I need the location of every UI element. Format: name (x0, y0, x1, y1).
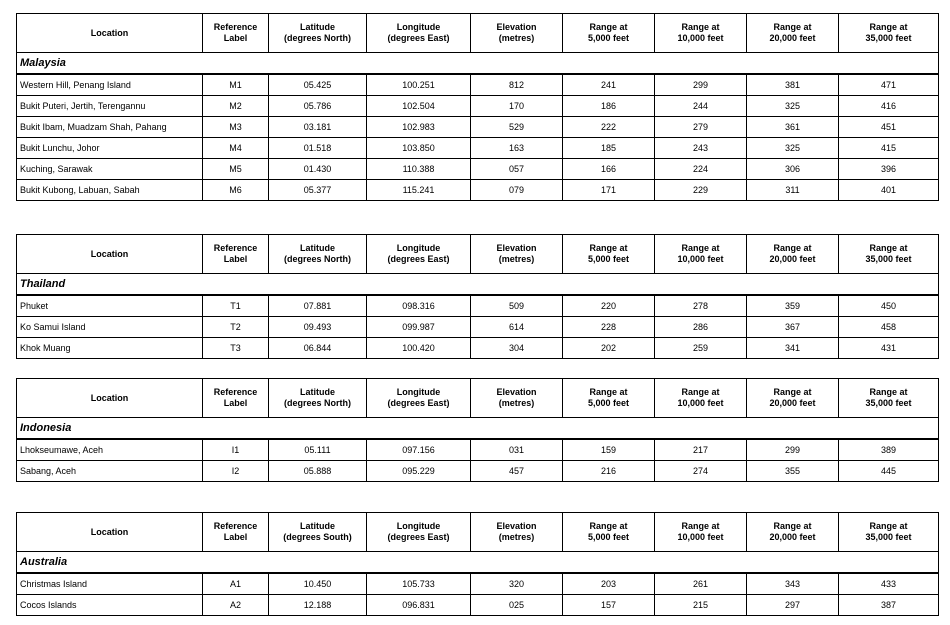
value-cell: 396 (839, 159, 939, 180)
column-header (269, 14, 367, 53)
column-header-line: Reference (213, 521, 258, 531)
value-cell: 157 (563, 595, 655, 616)
value-cell: M5 (203, 159, 269, 180)
value-cell: 529 (471, 117, 563, 138)
value-cell: 222 (563, 117, 655, 138)
value-cell: 458 (839, 317, 939, 338)
column-header-line: Location (90, 392, 129, 403)
value-cell: A1 (203, 573, 269, 595)
column-header-line: Range at (589, 387, 628, 397)
column-header-line: Range at (589, 22, 628, 32)
column-header-line: 35,000 feet (865, 254, 912, 264)
column-header (471, 513, 563, 552)
column-header-line: Label (223, 33, 248, 43)
value-cell: 274 (655, 461, 747, 482)
value-cell: 05.888 (269, 461, 367, 482)
location-cell: Lhokseumawe, Aceh (17, 439, 203, 461)
value-cell: 509 (471, 295, 563, 317)
column-header (367, 379, 471, 418)
table-header-row (17, 14, 939, 53)
value-cell: 05.377 (269, 180, 367, 201)
value-cell: 170 (471, 96, 563, 117)
column-header (17, 14, 203, 53)
table-australia (16, 512, 939, 616)
country-name: Australia (17, 552, 939, 574)
column-header-line: (degrees East) (387, 532, 450, 542)
column-header-line: Elevation (496, 22, 537, 32)
value-cell: 03.181 (269, 117, 367, 138)
value-cell: 220 (563, 295, 655, 317)
value-cell: 241 (563, 74, 655, 96)
value-cell: 389 (839, 439, 939, 461)
column-header-line: Elevation (496, 243, 537, 253)
column-header (747, 14, 839, 53)
value-cell: 401 (839, 180, 939, 201)
country-row (17, 552, 939, 574)
location-cell: Bukit Puteri, Jertih, Terengannu (17, 96, 203, 117)
location-cell: Phuket (17, 295, 203, 317)
location-cell: Christmas Island (17, 573, 203, 595)
value-cell: 259 (655, 338, 747, 359)
column-header (839, 235, 939, 274)
column-header (471, 379, 563, 418)
value-cell: 216 (563, 461, 655, 482)
value-cell: 457 (471, 461, 563, 482)
value-cell: 06.844 (269, 338, 367, 359)
column-header (747, 379, 839, 418)
value-cell: 115.241 (367, 180, 471, 201)
value-cell: I1 (203, 439, 269, 461)
country-name: Thailand (17, 274, 939, 296)
column-header-line: Label (223, 398, 248, 408)
column-header (269, 235, 367, 274)
value-cell: 171 (563, 180, 655, 201)
column-header-line: (degrees North) (283, 398, 351, 408)
value-cell: 304 (471, 338, 563, 359)
column-header-line: Longitude (396, 243, 441, 253)
column-header-line: Latitude (300, 387, 335, 397)
column-header (17, 513, 203, 552)
column-header-line: Reference (213, 387, 258, 397)
value-cell: 098.316 (367, 295, 471, 317)
table-header-row (17, 235, 939, 274)
table-row (17, 573, 939, 595)
column-header-line: (degrees North) (283, 254, 351, 264)
value-cell: 186 (563, 96, 655, 117)
location-cell: Western Hill, Penang Island (17, 74, 203, 96)
column-header-line: 5,000 feet (587, 33, 630, 43)
column-header-line: 20,000 feet (769, 33, 816, 43)
value-cell: 159 (563, 439, 655, 461)
value-cell: 278 (655, 295, 747, 317)
value-cell: 297 (747, 595, 839, 616)
value-cell: 299 (655, 74, 747, 96)
value-cell: 05.111 (269, 439, 367, 461)
table-thailand (16, 234, 939, 359)
column-header (839, 14, 939, 53)
column-header-line: Elevation (496, 521, 537, 531)
column-header (747, 513, 839, 552)
value-cell: M2 (203, 96, 269, 117)
country-name: Malaysia (17, 53, 939, 75)
value-cell: 09.493 (269, 317, 367, 338)
value-cell: M3 (203, 117, 269, 138)
column-header-line: (degrees North) (283, 33, 351, 43)
value-cell: 343 (747, 573, 839, 595)
table-row (17, 295, 939, 317)
column-header (563, 14, 655, 53)
column-header-line: Range at (589, 243, 628, 253)
column-header (655, 379, 747, 418)
column-header-line: 20,000 feet (769, 532, 816, 542)
value-cell: 12.188 (269, 595, 367, 616)
column-header-line: Reference (213, 243, 258, 253)
table-row (17, 317, 939, 338)
column-header (655, 14, 747, 53)
value-cell: 05.425 (269, 74, 367, 96)
table-header-row (17, 513, 939, 552)
value-cell: 416 (839, 96, 939, 117)
column-header-line: Range at (589, 521, 628, 531)
table-row (17, 439, 939, 461)
value-cell: 166 (563, 159, 655, 180)
value-cell: 614 (471, 317, 563, 338)
value-cell: 031 (471, 439, 563, 461)
column-header-line: (metres) (498, 254, 535, 264)
value-cell: 057 (471, 159, 563, 180)
value-cell: M6 (203, 180, 269, 201)
value-cell: M4 (203, 138, 269, 159)
value-cell: 451 (839, 117, 939, 138)
column-header-line: (degrees East) (387, 254, 450, 264)
value-cell: 341 (747, 338, 839, 359)
column-header-line: Label (223, 254, 248, 264)
location-cell: Khok Muang (17, 338, 203, 359)
value-cell: 450 (839, 295, 939, 317)
value-cell: 355 (747, 461, 839, 482)
column-header-line: Range at (681, 521, 720, 531)
column-header-line: Range at (869, 387, 908, 397)
column-header-line: 5,000 feet (587, 398, 630, 408)
value-cell: A2 (203, 595, 269, 616)
location-cell: Bukit Kubong, Labuan, Sabah (17, 180, 203, 201)
column-header-line: (metres) (498, 33, 535, 43)
column-header (203, 513, 269, 552)
value-cell: 325 (747, 138, 839, 159)
location-cell: Bukit Lunchu, Johor (17, 138, 203, 159)
column-header-line: (metres) (498, 532, 535, 542)
value-cell: 185 (563, 138, 655, 159)
value-cell: 325 (747, 96, 839, 117)
column-header-line: Location (90, 27, 129, 38)
column-header-line: (degrees East) (387, 33, 450, 43)
location-cell: Sabang, Aceh (17, 461, 203, 482)
column-header-line: Label (223, 532, 248, 542)
value-cell: 311 (747, 180, 839, 201)
column-header-line: 35,000 feet (865, 33, 912, 43)
value-cell: 07.881 (269, 295, 367, 317)
value-cell: 097.156 (367, 439, 471, 461)
value-cell: 102.504 (367, 96, 471, 117)
value-cell: 224 (655, 159, 747, 180)
table-row (17, 461, 939, 482)
column-header-line: Latitude (300, 243, 335, 253)
value-cell: 110.388 (367, 159, 471, 180)
column-header-line: 5,000 feet (587, 254, 630, 264)
value-cell: 286 (655, 317, 747, 338)
column-header (655, 513, 747, 552)
column-header-line: (metres) (498, 398, 535, 408)
column-header-line: 10,000 feet (677, 532, 724, 542)
value-cell: 361 (747, 117, 839, 138)
location-cell: Cocos Islands (17, 595, 203, 616)
value-cell: 387 (839, 595, 939, 616)
column-header (203, 235, 269, 274)
table-malaysia (16, 13, 939, 201)
table-row (17, 159, 939, 180)
value-cell: I2 (203, 461, 269, 482)
column-header-line: (degrees East) (387, 398, 450, 408)
table-header-row (17, 379, 939, 418)
column-header-line: 35,000 feet (865, 532, 912, 542)
value-cell: T1 (203, 295, 269, 317)
table-row (17, 338, 939, 359)
column-header (367, 235, 471, 274)
column-header-line: Range at (773, 521, 812, 531)
column-header (269, 513, 367, 552)
value-cell: 099.987 (367, 317, 471, 338)
column-header-line: Range at (681, 22, 720, 32)
column-header-line: Elevation (496, 387, 537, 397)
value-cell: 01.430 (269, 159, 367, 180)
value-cell: 471 (839, 74, 939, 96)
value-cell: 431 (839, 338, 939, 359)
country-row (17, 53, 939, 75)
value-cell: 105.733 (367, 573, 471, 595)
table-row (17, 117, 939, 138)
value-cell: 102.983 (367, 117, 471, 138)
column-header (563, 513, 655, 552)
column-header (269, 379, 367, 418)
column-header-line: 20,000 feet (769, 398, 816, 408)
value-cell: 812 (471, 74, 563, 96)
country-name: Indonesia (17, 418, 939, 440)
column-header (367, 513, 471, 552)
column-header-line: Range at (869, 521, 908, 531)
column-header (17, 379, 203, 418)
value-cell: 279 (655, 117, 747, 138)
value-cell: 096.831 (367, 595, 471, 616)
column-header (839, 379, 939, 418)
value-cell: 320 (471, 573, 563, 595)
country-row (17, 418, 939, 440)
value-cell: 381 (747, 74, 839, 96)
value-cell: 445 (839, 461, 939, 482)
column-header (471, 14, 563, 53)
column-header (203, 14, 269, 53)
value-cell: 10.450 (269, 573, 367, 595)
value-cell: 025 (471, 595, 563, 616)
value-cell: T2 (203, 317, 269, 338)
location-cell: Bukit Ibam, Muadzam Shah, Pahang (17, 117, 203, 138)
value-cell: 433 (839, 573, 939, 595)
column-header (471, 235, 563, 274)
column-header-line: Range at (773, 243, 812, 253)
column-header (203, 379, 269, 418)
location-cell: Ko Samui Island (17, 317, 203, 338)
value-cell: 079 (471, 180, 563, 201)
value-cell: 215 (655, 595, 747, 616)
value-cell: 203 (563, 573, 655, 595)
column-header-line: 10,000 feet (677, 254, 724, 264)
column-header (747, 235, 839, 274)
value-cell: 359 (747, 295, 839, 317)
value-cell: T3 (203, 338, 269, 359)
column-header-line: Reference (213, 22, 258, 32)
column-header-line: Range at (869, 243, 908, 253)
table-row (17, 138, 939, 159)
column-header-line: Range at (681, 387, 720, 397)
value-cell: 100.420 (367, 338, 471, 359)
table-row (17, 180, 939, 201)
column-header-line: (degrees South) (283, 532, 352, 542)
value-cell: 243 (655, 138, 747, 159)
value-cell: 229 (655, 180, 747, 201)
column-header (839, 513, 939, 552)
value-cell: 05.786 (269, 96, 367, 117)
value-cell: 103.850 (367, 138, 471, 159)
value-cell: M1 (203, 74, 269, 96)
column-header-line: 10,000 feet (677, 398, 724, 408)
column-header-line: 20,000 feet (769, 254, 816, 264)
table-indonesia (16, 378, 939, 482)
value-cell: 306 (747, 159, 839, 180)
column-header-line: Range at (869, 22, 908, 32)
value-cell: 202 (563, 338, 655, 359)
value-cell: 261 (655, 573, 747, 595)
column-header (655, 235, 747, 274)
column-header-line: 5,000 feet (587, 532, 630, 542)
column-header-line: Longitude (396, 387, 441, 397)
value-cell: 095.229 (367, 461, 471, 482)
value-cell: 01.518 (269, 138, 367, 159)
column-header-line: Range at (773, 22, 812, 32)
column-header-line: Range at (773, 387, 812, 397)
location-cell: Kuching, Sarawak (17, 159, 203, 180)
column-header-line: Longitude (396, 22, 441, 32)
value-cell: 367 (747, 317, 839, 338)
column-header-line: Location (90, 526, 129, 537)
column-header (17, 235, 203, 274)
value-cell: 415 (839, 138, 939, 159)
value-cell: 228 (563, 317, 655, 338)
value-cell: 163 (471, 138, 563, 159)
country-row (17, 274, 939, 296)
column-header-line: 35,000 feet (865, 398, 912, 408)
column-header-line: Location (90, 248, 129, 259)
value-cell: 299 (747, 439, 839, 461)
column-header-line: Range at (681, 243, 720, 253)
column-header (367, 14, 471, 53)
column-header-line: Latitude (300, 22, 335, 32)
table-row (17, 595, 939, 616)
value-cell: 244 (655, 96, 747, 117)
value-cell: 217 (655, 439, 747, 461)
column-header-line: 10,000 feet (677, 33, 724, 43)
column-header (563, 379, 655, 418)
table-row (17, 74, 939, 96)
column-header-line: Latitude (300, 521, 335, 531)
value-cell: 100.251 (367, 74, 471, 96)
column-header (563, 235, 655, 274)
table-row (17, 96, 939, 117)
column-header-line: Longitude (396, 521, 441, 531)
